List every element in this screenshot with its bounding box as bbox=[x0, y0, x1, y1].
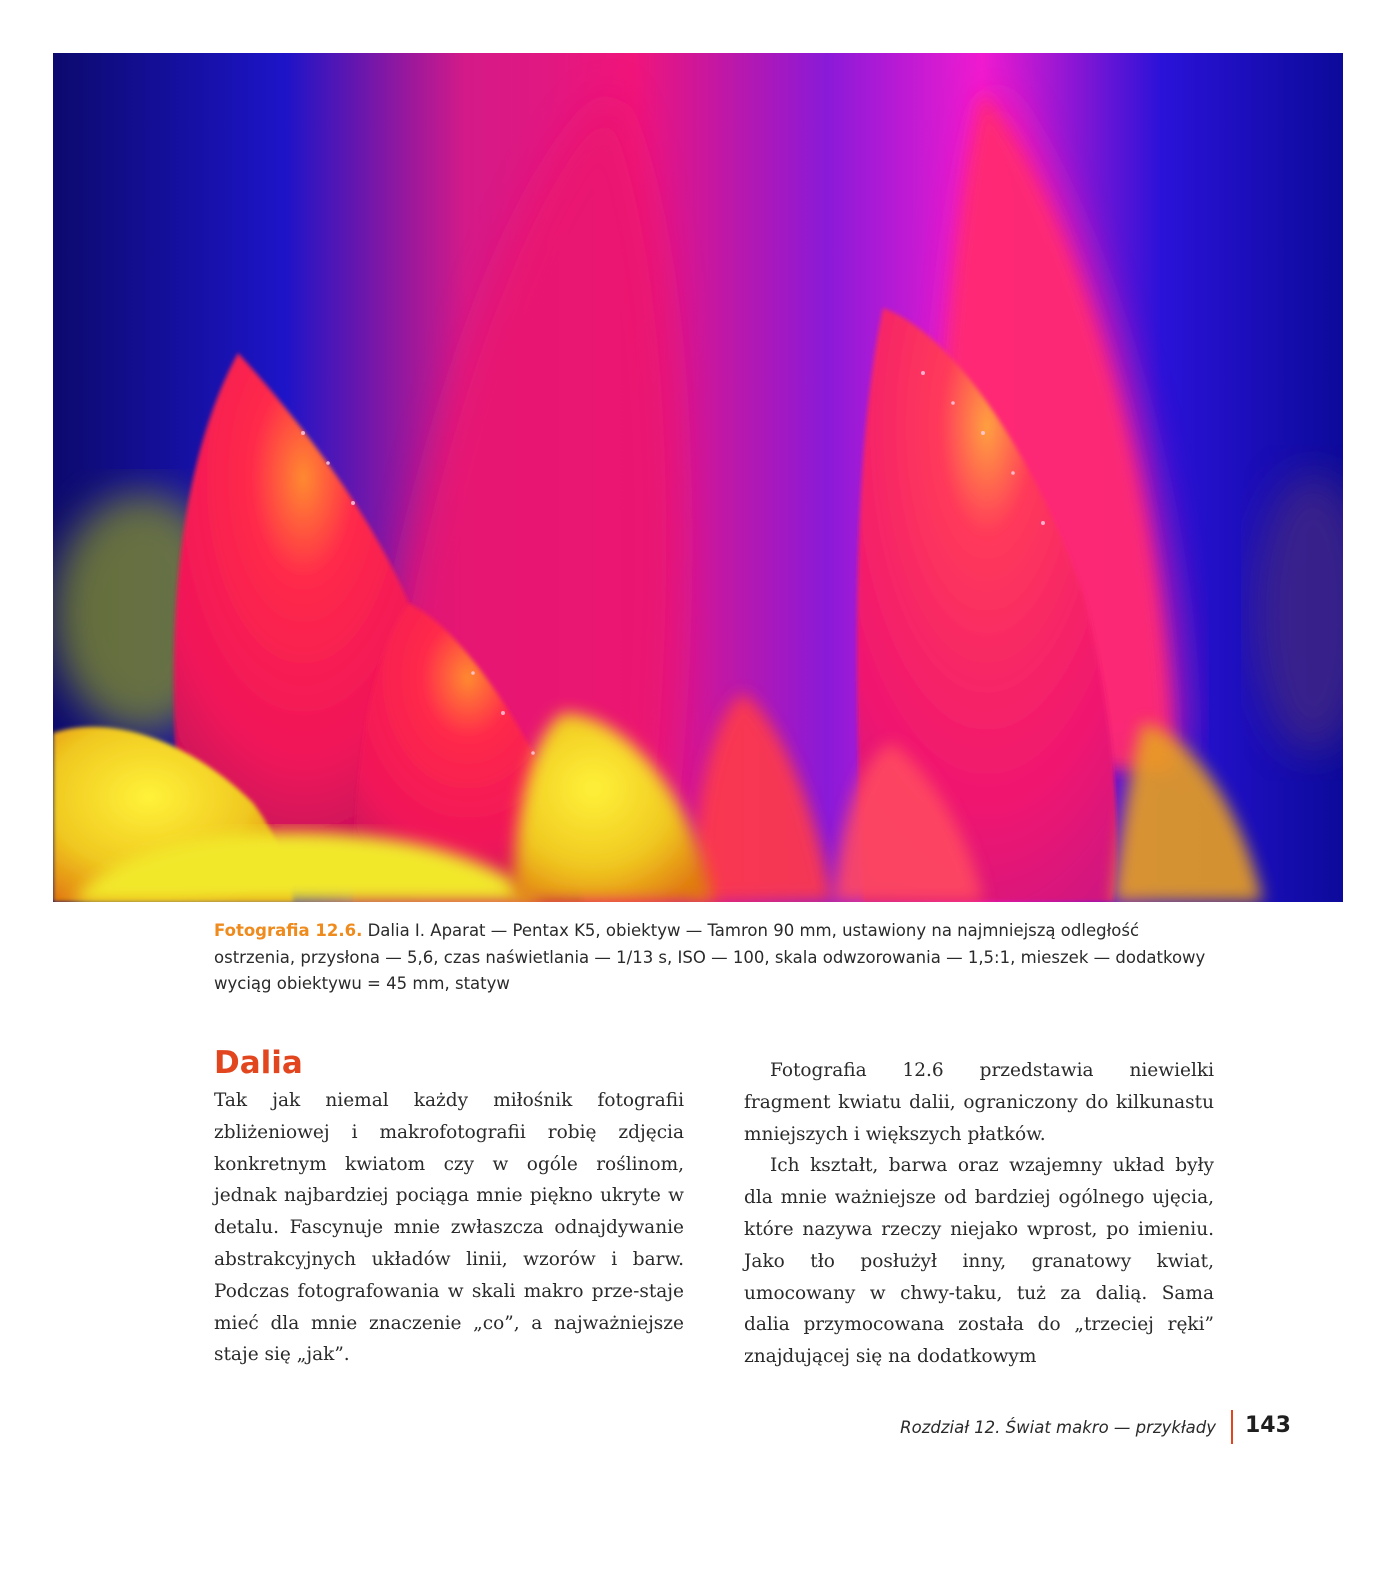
right-paragraph-2: Ich kształt, barwa oraz wzajemny układ były dla mnie ważniejsze od bardziej ogólnego ujęcia, które nazywa rzeczy niejako wprost, po imieniu. Jako tło posłużył inny, granatowy kwiat, umocowany w chwy-taku, tuż za dalią. Sama dalia przymocowana została do „trzeciej ręki” znajdującej się na dodatkowym bbox=[744, 1155, 1214, 1368]
chapter-title: Rozdział 12. Świat makro — przykłady bbox=[900, 1418, 1216, 1437]
figure-caption bbox=[214, 918, 1214, 998]
footer-divider bbox=[1231, 1410, 1233, 1444]
section-heading: Dalia bbox=[214, 1045, 303, 1081]
left-column bbox=[214, 1045, 684, 1371]
right-column bbox=[744, 1055, 1214, 1373]
dahlia-photo bbox=[53, 53, 1343, 902]
figure-caption-text: Dalia I. Aparat — Pentax K5, obiektyw — Tamron 90 mm, ustawiony na najmniejszą odległość ostrzenia, przysłona — 5,6, czas naświetlania — 1/13 s, ISO — 100, skala odwzorowania — 1,5:1, mieszek — dodatkowy wyciąg obiektywu = 45 mm, statyw bbox=[214, 921, 1206, 993]
dahlia-image bbox=[53, 53, 1343, 902]
left-paragraph: Tak jak niemal każdy miłośnik fotografii zbliżeniowej i makrofotografii robię zdjęcia konkretnym kwiatom czy w ogóle roślinom, jednak najbardziej pociąga mnie piękno ukryte w detalu. Fascynuje mnie zwłaszcza odnajdywanie abstrakcyjnych układów linii, wzorów i barw. Podczas fotografowania w skali makro prze-staje mieć dla mnie znaczenie „co”, a najważniejsze staje się „jak”. bbox=[214, 1090, 684, 1366]
page-number: 143 bbox=[1245, 1413, 1291, 1438]
right-paragraph-1: Fotografia 12.6 przedstawia niewielki fragment kwiatu dalii, ograniczony do kilkunastu mniejszych i większych płatków. bbox=[744, 1060, 1214, 1145]
figure-label: Fotografia 12.6. bbox=[214, 921, 363, 940]
